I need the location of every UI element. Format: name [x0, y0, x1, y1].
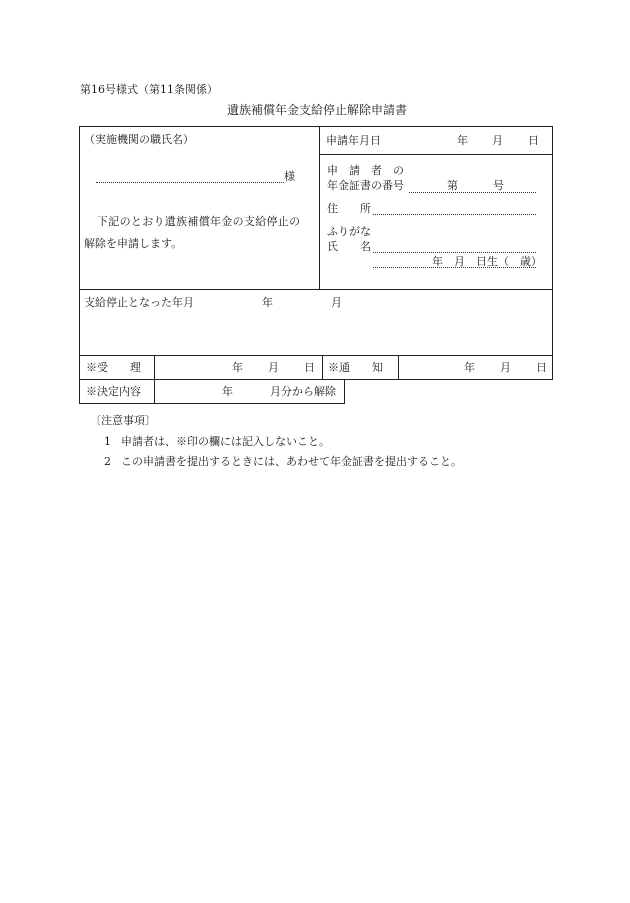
note-2-number: 2	[104, 455, 111, 468]
request-text-line1: 下記のとおり遺族補償年金の支給停止の	[97, 215, 301, 228]
notes-heading: 〔注意事項〕	[90, 414, 156, 427]
cert-dai: 第	[447, 179, 458, 192]
app-date-month: 月	[492, 134, 503, 147]
pension-cert-field[interactable]	[409, 192, 536, 193]
birth-date-field[interactable]	[373, 267, 536, 268]
form-number: 第16号様式（第11条関係）	[80, 83, 218, 96]
institution-label: （実施機関の職氏名）	[84, 133, 194, 146]
name-field[interactable]	[373, 252, 536, 253]
cert-gou: 号	[493, 179, 504, 192]
suspension-year: 年	[262, 296, 273, 309]
notice-month: 月	[500, 361, 511, 374]
app-date-year: 年	[457, 134, 468, 147]
pension-cert-label: 年金証書の番号	[327, 179, 404, 192]
note-1-text: 申請者は、※印の欄には記入しないこと。	[121, 435, 330, 448]
app-date-day: 日	[528, 134, 539, 147]
request-text-line2: 解除を申請します。	[84, 237, 183, 250]
decision-text: 月分から解除	[270, 385, 336, 398]
receipt-month: 月	[268, 361, 279, 374]
decision-year: 年	[222, 385, 233, 398]
address-field[interactable]	[373, 214, 536, 215]
form-title: 遺族補償年金支給停止解除申請書	[227, 103, 408, 117]
note-2-text: この申請書を提出するときには、あわせて年金証書を提出すること。	[121, 455, 462, 468]
birth-date-label: 年 月 日生（ 歳）	[432, 255, 542, 268]
note-1-number: 1	[104, 435, 111, 448]
receipt-year: 年	[232, 361, 243, 374]
institution-name-field[interactable]	[96, 182, 284, 183]
receipt-day: 日	[304, 361, 315, 374]
office-use-row	[79, 355, 553, 380]
notice-year: 年	[464, 361, 475, 374]
suspension-month: 月	[331, 296, 342, 309]
receipt-label: ※受 理	[86, 361, 141, 374]
notice-label: ※通 知	[328, 361, 383, 374]
name-label: 氏 名	[327, 240, 371, 253]
sama-suffix: 様	[284, 170, 295, 183]
notice-day: 日	[536, 361, 547, 374]
application-date-label: 申請年月日	[326, 134, 381, 147]
suspension-date-label: 支給停止となった年月	[84, 296, 194, 309]
applicant-label: 申 請 者 の	[327, 164, 404, 177]
furigana-label: ふりがな	[327, 225, 371, 238]
address-label: 住 所	[327, 202, 371, 215]
decision-label: ※決定内容	[86, 385, 141, 398]
